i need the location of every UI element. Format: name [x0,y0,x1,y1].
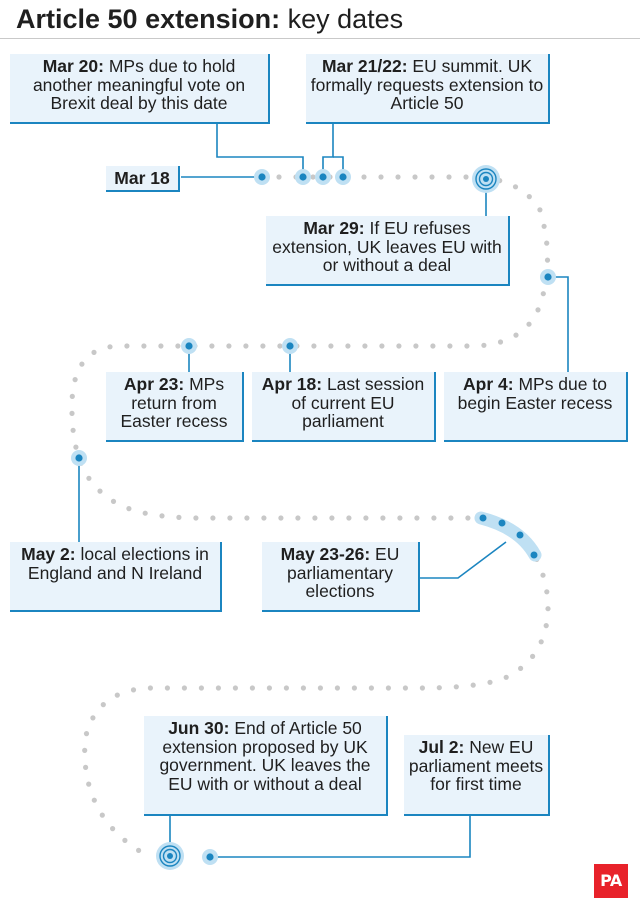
event-text: MPs due to begin Easter recess [457,374,613,413]
path-dot [513,333,518,338]
path-dot [126,506,131,511]
path-dot [159,513,164,518]
may-election-arc [481,518,535,555]
event-text: End of Article 50 extension proposed by UK government. UK leaves the EU with or without a deal [159,718,371,794]
path-dot [243,343,248,348]
marker-apr23 [181,338,197,354]
event-box-apr4 [444,372,628,442]
event-box-may23 [262,542,420,612]
path-dot [311,343,316,348]
path-dot [463,174,468,179]
event-date: Mar 29: [303,218,365,238]
marker-mar22 [335,169,351,185]
connector-apr4 [548,277,568,372]
path-dot [471,683,476,688]
path-dot [431,515,436,520]
title-bold: Article 50 extension: [16,4,281,34]
path-dot [362,343,367,348]
path-dot [544,589,549,594]
path-dot [175,343,180,348]
path-dot [429,174,434,179]
path-dot [386,685,391,690]
marker-may2 [71,450,87,466]
marker-apr18 [282,338,298,354]
path-dot [518,666,523,671]
path-dot [165,685,170,690]
path-dot [545,258,550,263]
may-arc-dot-2 [499,520,506,527]
path-dot [250,685,255,690]
path-dot [395,174,400,179]
path-dot [447,343,452,348]
path-dot [278,515,283,520]
path-dot [310,174,315,179]
connector-mar20 [217,124,303,176]
event-date: Jul 2: [418,737,465,757]
path-dot [464,343,469,348]
connector-may23 [420,542,506,578]
path-dot [535,307,540,312]
path-dot [412,174,417,179]
path-dot [465,515,470,520]
marker-mar29 [472,165,500,193]
path-dot [92,798,97,803]
path-dot [396,343,401,348]
path-dot [437,685,442,690]
event-text: New EU parliament meets for first time [408,737,544,794]
marker-apr4 [540,269,556,285]
event-text: MPs due to hold another meaningful vote on Brexit deal by this date [32,56,246,113]
path-dot [148,685,153,690]
path-dot [378,174,383,179]
path-dot [352,685,357,690]
path-dot [91,350,96,355]
path-dot [295,515,300,520]
path-dot [84,731,89,736]
path-dot [284,685,289,690]
path-dot [90,715,95,720]
event-box-mar29 [266,216,510,286]
event-box-may2 [10,542,222,612]
path-dot [346,515,351,520]
marker-jun30 [156,842,184,870]
path-dot [124,343,129,348]
path-dot [379,343,384,348]
event-box-mar20 [10,54,270,124]
path-dot [267,685,272,690]
path-dot [504,675,509,680]
event-date: Apr 4: [463,374,514,394]
connector-mar21 [323,124,333,176]
path-dot [413,343,418,348]
may-arc-dot-3 [517,532,524,539]
marker-jul2 [202,849,218,865]
path-dot [83,765,88,770]
path-dot [233,685,238,690]
path-dot [369,685,374,690]
event-text: If EU refuses extension, UK leaves EU with or without a deal [272,218,502,275]
path-dot [544,241,549,246]
path-dot [136,848,141,853]
event-box-apr23 [106,372,244,442]
path-dot [100,813,105,818]
path-dot [345,343,350,348]
marker-mar21 [315,169,331,185]
path-dot [209,343,214,348]
path-dot [210,515,215,520]
path-dot [70,394,75,399]
path-dot [361,174,366,179]
event-box-jun30 [144,716,388,816]
marker-mar20 [295,169,311,185]
event-box-jul2 [404,735,550,816]
path-dot [226,343,231,348]
path-dot [158,343,163,348]
may-arc-dot-1 [480,515,487,522]
event-label-mar18: Mar 18 [106,166,180,192]
path-dot [498,339,503,344]
path-dot [420,685,425,690]
path-dot [69,411,74,416]
path-dot [301,685,306,690]
event-text: EU parliamentary elections [286,544,400,601]
path-dot [487,680,492,685]
path-dot [537,207,542,212]
path-dot [193,515,198,520]
path-dot [182,685,187,690]
event-text: EU summit. UK formally requests extension to Article 50 [310,56,544,113]
path-dot [73,445,78,450]
path-dot [540,573,545,578]
path-dot [403,685,408,690]
path-dot [397,515,402,520]
event-text: Last session of current EU parliament [291,374,425,431]
event-date: Apr 23: [123,374,185,394]
event-date: Apr 18: [261,374,323,394]
path-dot [244,515,249,520]
path-dot [82,748,87,753]
may-arc-dot-4 [531,552,538,559]
path-dot [363,515,368,520]
event-date: May 2: [21,544,76,564]
path-dot [526,322,531,327]
path-dot [141,343,146,348]
path-dot [329,515,334,520]
event-text: local elections in England and N Ireland [27,544,209,583]
path-dot [73,377,78,382]
path-dot [143,511,148,516]
path-dot [312,515,317,520]
path-dot [101,702,106,707]
path-dot [131,687,136,692]
path-dot [260,343,265,348]
path-dot [541,291,546,296]
path-dot [176,515,181,520]
path-dot [328,343,333,348]
path-dot [539,639,544,644]
path-dot [107,344,112,349]
path-dot [261,515,266,520]
path-dot [276,174,281,179]
path-dot [71,428,76,433]
path-dot [527,194,532,199]
event-box-mar21 [306,54,550,124]
path-dot [110,826,115,831]
event-text: MPs return from Easter recess [120,374,228,431]
path-dot [335,685,340,690]
connector-jul2 [210,815,470,857]
path-dot [544,623,549,628]
marker-mar18 [254,169,270,185]
path-dot [380,515,385,520]
title-rest: key dates [280,4,404,34]
pa-logo: PA [594,864,628,898]
path-dot [86,782,91,787]
event-date: Mar 21/22: [321,56,408,76]
path-dot [530,654,535,659]
event-date: May 23-26: [280,544,371,564]
path-dot [481,343,486,348]
path-dot [79,362,84,367]
path-dot [454,684,459,689]
path-dot [111,499,116,504]
event-box-apr18 [252,372,436,442]
path-dot [277,343,282,348]
path-dot [446,174,451,179]
path-dot [448,515,453,520]
path-dot [542,224,547,229]
path-dot [122,838,127,843]
event-date: Jun 30: [168,718,230,738]
path-dot [318,685,323,690]
event-date: Mar 20: [42,56,104,76]
path-dot [545,606,550,611]
path-dot [414,515,419,520]
path-dot [227,515,232,520]
path-dot [115,693,120,698]
path-dot [86,476,91,481]
path-dot [513,184,518,189]
path-dot [216,685,221,690]
path-dot [430,343,435,348]
path-dot [97,489,102,494]
path-dot [199,685,204,690]
